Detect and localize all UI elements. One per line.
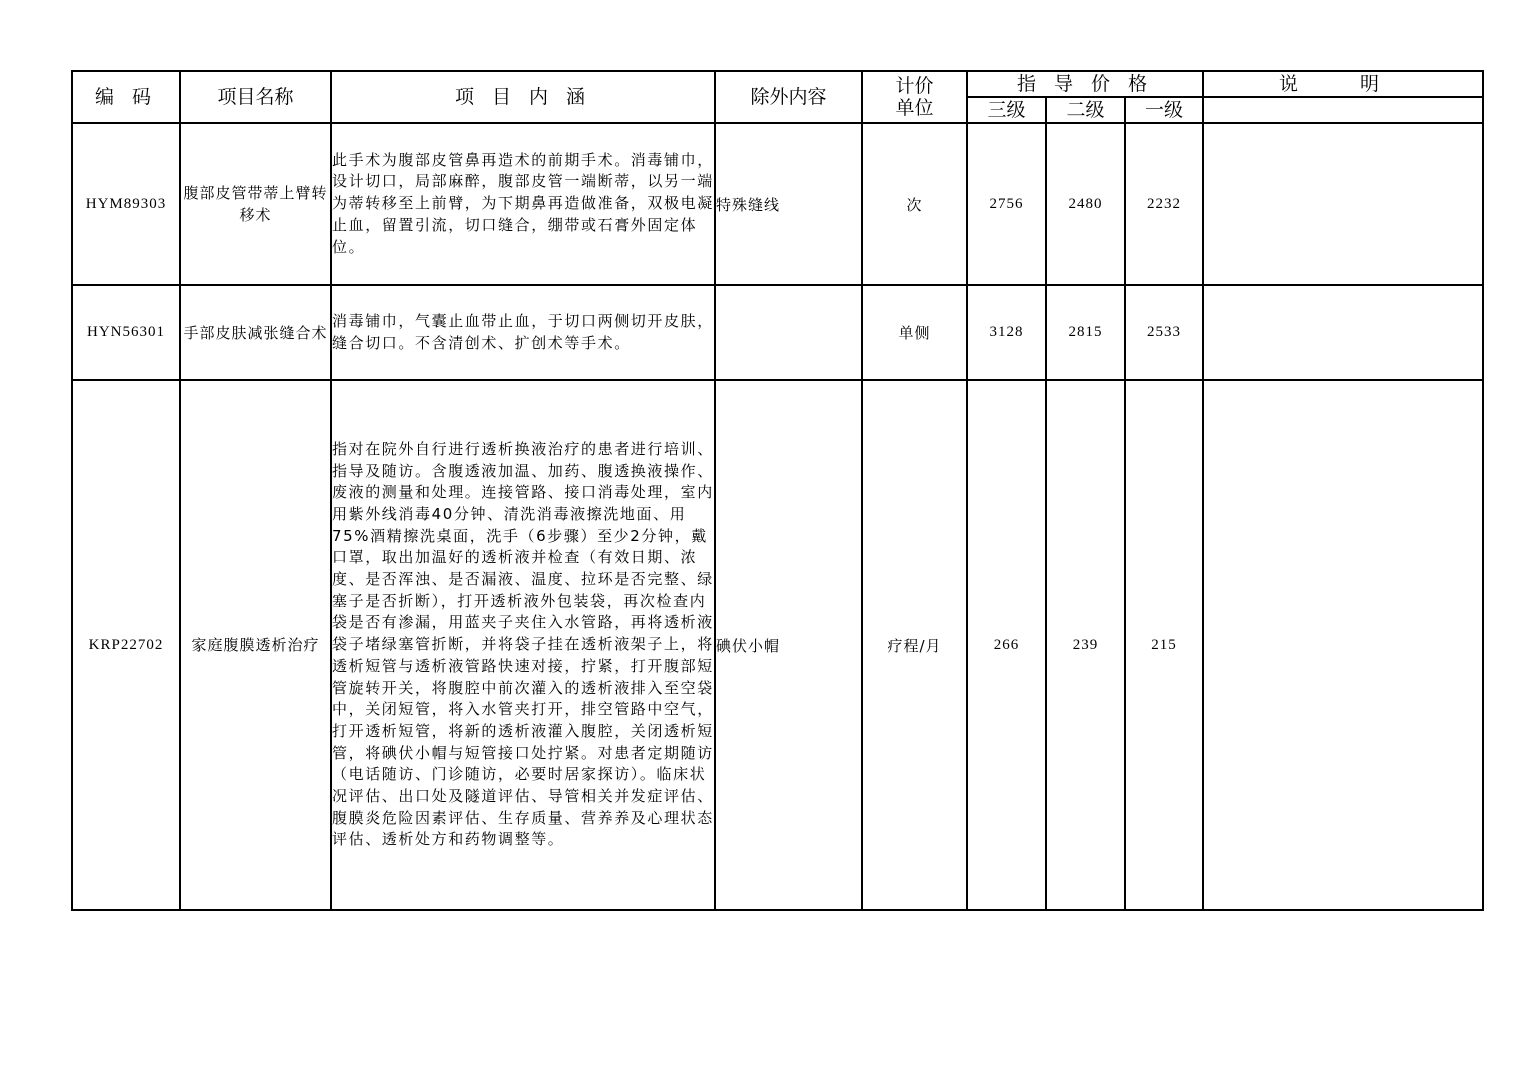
row-unit: 次	[862, 123, 967, 285]
header-level3: 三级	[967, 97, 1046, 123]
table-row	[72, 285, 1483, 380]
row-price-level2: 2815	[1046, 285, 1125, 380]
row-price-level2: 239	[1046, 380, 1125, 910]
row-name: 手部皮肤减张缝合术	[180, 285, 331, 380]
header-name: 项目名称	[180, 71, 331, 123]
row-price-level3: 3128	[967, 285, 1046, 380]
row-name: 家庭腹膜透析治疗	[180, 380, 331, 910]
header-unit	[862, 71, 967, 123]
row-content: 指对在院外自行进行透析换液治疗的患者进行培训、指导及随访。含腹透液加温、加药、腹透换液操作、废液的测量和处理。连接管路、接口消毒处理，室内用紫外线消毒40分钟、清洗消毒液擦洗地面、用75%酒精擦洗桌面，洗手（6步骤）至少2分钟，戴口罩，取出加温好的透析液并检查（有效日期、浓度、是否浑浊、是否漏液、温度、拉环是否完整、绿塞子是否折断），打开透析液外包装袋，再次检查内袋是否有渗漏，用蓝夹子夹住入水管路，再将透析液袋子堵绿塞管折断，并将袋子挂在透析液架子上，将透析短管与透析液管路快速对接，拧紧，打开腹部短管旋转开关，将腹腔中前次灌入的透析液排入至空袋中，关闭短管，将入水管夹打开，排空管路中空气，打开透析短管，将新的透析液灌入腹腔，关闭透析短管，将碘伏小帽与短管接口处拧紧。对患者定期随访（电话随访、门诊随访，必要时居家探访）。临床状况评估、出口处及隧道评估、导管相关并发症评估、腹膜炎危险因素评估、生存质量、营养养及心理状态评估、透析处方和药物调整等。	[331, 380, 715, 910]
header-level2: 二级	[1046, 97, 1125, 123]
header-content: 项 目 内 涵	[331, 71, 715, 123]
header-price-group: 指 导 价 格	[967, 71, 1203, 97]
row-price-level2: 2480	[1046, 123, 1125, 285]
header-level1: 一级	[1125, 97, 1203, 123]
row-content: 此手术为腹部皮管鼻再造术的前期手术。消毒铺巾，设计切口，局部麻醉，腹部皮管一端断蒂，以另一端为蒂转移至上前臂，为下期鼻再造做准备，双极电凝止血，留置引流，切口缝合，绷带或石膏外固定体位。	[331, 123, 715, 285]
row-unit: 单侧	[862, 285, 967, 380]
table-row	[72, 123, 1483, 285]
price-table	[71, 70, 1484, 911]
header-notes-sub	[1203, 97, 1483, 123]
header-unit-line1: 计价	[895, 75, 934, 97]
table-row	[72, 380, 1483, 910]
row-price-level1: 215	[1125, 380, 1203, 910]
row-price-level3: 266	[967, 380, 1046, 910]
row-name: 腹部皮管带蒂上臂转移术	[180, 123, 331, 285]
row-price-level1: 2533	[1125, 285, 1203, 380]
row-code: KRP22702	[72, 380, 180, 910]
row-code: HYM89303	[72, 123, 180, 285]
row-unit: 疗程/月	[862, 380, 967, 910]
row-notes	[1203, 123, 1483, 285]
header-unit-line2: 单位	[895, 97, 934, 119]
row-notes	[1203, 380, 1483, 910]
header-code: 编 码	[72, 71, 180, 123]
row-exclusions	[715, 285, 862, 380]
row-notes	[1203, 285, 1483, 380]
header-exclusions: 除外内容	[715, 71, 862, 123]
row-exclusions: 特殊缝线	[715, 123, 862, 285]
row-code: HYN56301	[72, 285, 180, 380]
row-content: 消毒铺巾，气囊止血带止血，于切口两侧切开皮肤，缝合切口。不含清创术、扩创术等手术。	[331, 285, 715, 380]
row-exclusions: 碘伏小帽	[715, 380, 862, 910]
row-price-level1: 2232	[1125, 123, 1203, 285]
header-notes: 说 明	[1203, 71, 1483, 97]
row-price-level3: 2756	[967, 123, 1046, 285]
